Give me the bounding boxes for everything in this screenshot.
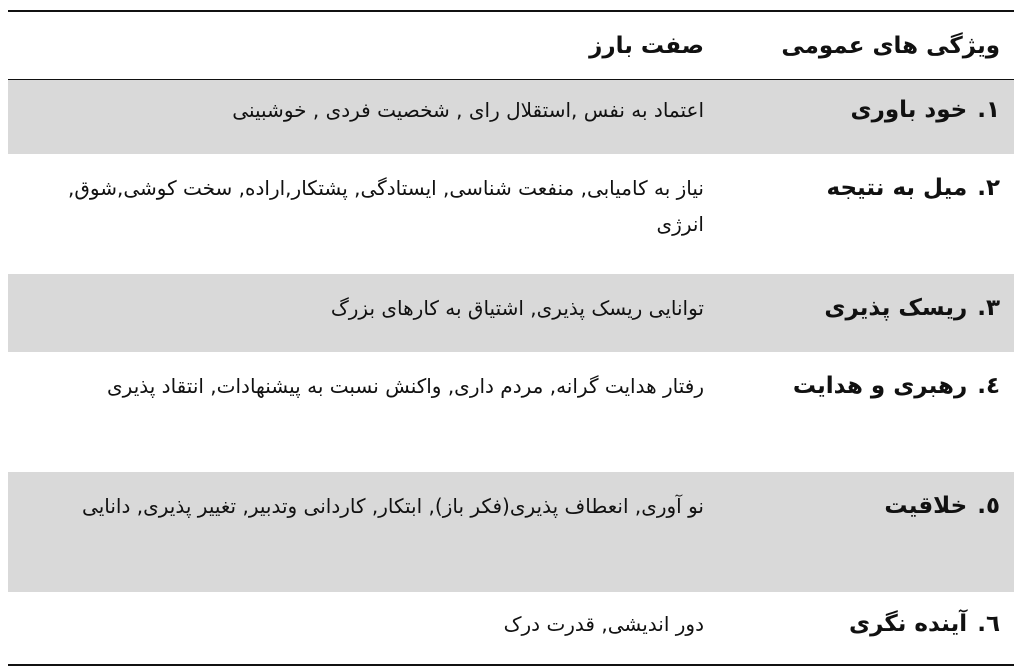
trait-name: رهبری و هدایت	[792, 373, 968, 399]
trait-name: ریسک پذیری	[824, 295, 968, 321]
attributes-cell: دور اندیشی, قدرت درک	[503, 612, 704, 636]
row-number: ٤.	[977, 373, 1000, 399]
row-number: ۲.	[977, 175, 1000, 201]
trait-cell	[718, 592, 1014, 665]
trait-cell	[718, 472, 1014, 592]
trait-name: خلاقیت	[884, 493, 968, 519]
trait-cell	[718, 154, 1014, 274]
attributes-cell: اعتماد به نفس ,استقلال رای , شخصیت فردی , خوشبینی	[8, 80, 718, 155]
row-number: ٦.	[977, 611, 1000, 637]
header-general-traits: ویژگی های عمومی	[781, 32, 1000, 59]
table-row	[8, 352, 1014, 472]
traits-table	[8, 10, 1014, 666]
trait-name: آینده نگری	[849, 611, 968, 637]
attributes-cell: توانایی ریسک پذیری, اشتیاق به کارهای بزرگ	[8, 274, 718, 352]
table-header-row	[8, 11, 1014, 80]
table-row	[8, 592, 1014, 665]
row-number: ۱.	[977, 97, 1000, 123]
row-number: ٥.	[977, 493, 1000, 519]
table-row	[8, 274, 1014, 352]
attributes-cell: نیاز به کامیابی, منفعت شناسی, ایستادگی, پشتکار,اراده, سخت کوشی,شوق, انرژی	[68, 176, 704, 236]
attributes-cell: رفتار هدایت گرانه, مردم داری, واکنش نسبت به پیشنهادات, انتقاد پذیری	[107, 374, 704, 398]
row-number: ۳.	[977, 295, 1000, 321]
attributes-cell: نو آوری, انعطاف پذیری(فکر باز), ابتکار, کاردانی وتدبیر, تغییر پذیری, دانایی	[8, 472, 718, 592]
trait-cell	[718, 80, 1014, 155]
table-row	[8, 80, 1014, 155]
trait-cell	[718, 352, 1014, 472]
table-row	[8, 154, 1014, 274]
table-row	[8, 472, 1014, 592]
trait-cell	[718, 274, 1014, 352]
trait-name: خود باوری	[850, 97, 968, 123]
header-distinct-attributes: صفت بارز	[589, 32, 704, 59]
trait-name: میل به نتیجه	[826, 175, 968, 201]
